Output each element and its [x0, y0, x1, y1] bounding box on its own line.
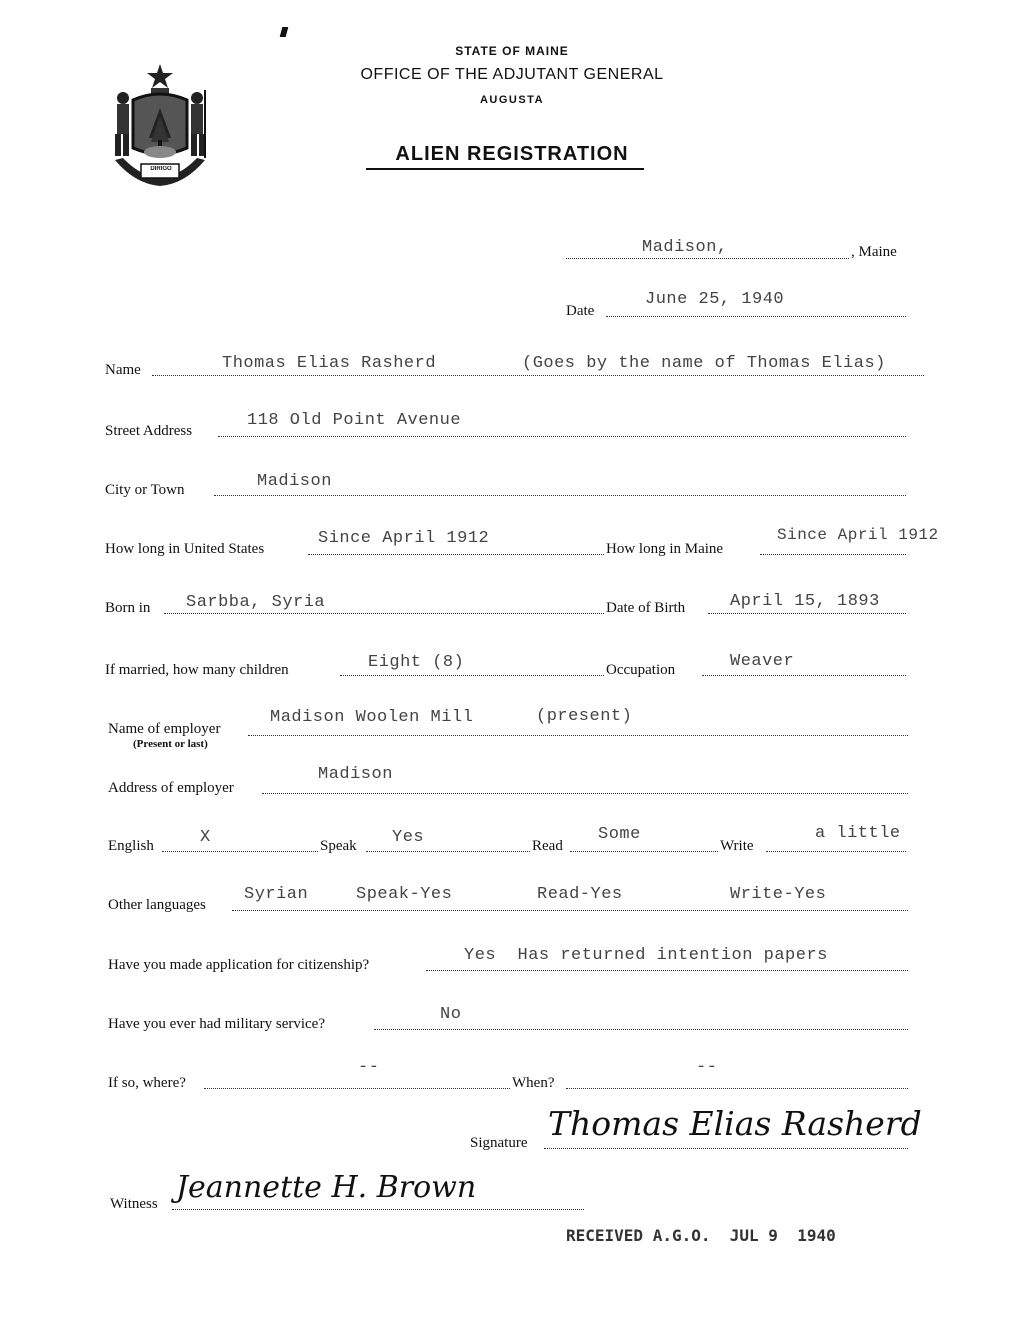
occupation-value: Weaver [730, 652, 795, 671]
street-value: 118 Old Point Avenue [247, 411, 462, 430]
seal-banner-text: DIRIGO [150, 166, 172, 172]
name-note: (Goes by the name of Thomas Elias) [522, 354, 886, 373]
english-line [162, 851, 318, 852]
location-value: Madison, [642, 238, 728, 257]
children-value: Eight (8) [368, 653, 465, 672]
city-value: Madison [257, 472, 332, 491]
when-line [566, 1088, 908, 1089]
children-label: If married, how many children [105, 662, 289, 678]
born-in-label: Born in [105, 600, 151, 616]
english-value: X [200, 828, 211, 847]
signature-line [544, 1148, 908, 1149]
how-long-us-label: How long in United States [105, 541, 265, 557]
name-label: Name [105, 362, 141, 378]
form-title: ALIEN REGISTRATION [395, 143, 629, 165]
where-value: -- [358, 1058, 380, 1077]
employer-sublabel: (Present or last) [133, 738, 208, 750]
other-languages-label: Other languages [108, 897, 206, 913]
read-value: Some [598, 825, 641, 844]
title-underline [366, 168, 644, 170]
citizenship-value: Yes Has returned intention papers [464, 946, 828, 965]
read-label: Read [532, 838, 563, 854]
speak-value: Yes [392, 828, 425, 847]
location-suffix: , Maine [851, 244, 897, 260]
how-long-us-value: Since April 1912 [318, 529, 490, 548]
how-long-maine-value: Since April 1912 [777, 526, 939, 544]
write-line [766, 851, 906, 852]
name-value: Thomas Elias Rasherd [222, 354, 437, 373]
speak-line [366, 851, 530, 852]
when-label: When? [512, 1075, 555, 1091]
corner-mark [280, 27, 289, 37]
employer-value: Madison Woolen Mill [270, 708, 474, 727]
received-stamp: RECEIVED A.G.O. JUL 9 1940 [566, 1226, 836, 1245]
military-label: Have you ever had military service? [108, 1016, 325, 1032]
how-long-maine-line [760, 554, 906, 555]
other-language-name: Syrian [244, 885, 309, 904]
witness-signature: Jeannette H. Brown [176, 1170, 477, 1205]
where-line [204, 1088, 510, 1089]
employer-line [248, 735, 908, 736]
date-line [606, 316, 906, 317]
dob-label: Date of Birth [606, 600, 686, 616]
where-label: If so, where? [108, 1075, 186, 1091]
other-languages-line [232, 910, 908, 911]
dob-line [708, 613, 906, 614]
read-line [570, 851, 718, 852]
dob-value: April 15, 1893 [730, 592, 880, 611]
other-language-read: Read-Yes [537, 885, 623, 904]
employer-address-label: Address of employer [108, 780, 234, 796]
other-language-speak: Speak-Yes [356, 885, 453, 904]
english-label: English [108, 838, 154, 854]
header-city: AUGUSTA [479, 94, 545, 106]
occupation-label: Occupation [606, 662, 676, 678]
write-label: Write [720, 838, 754, 854]
name-line [152, 375, 924, 376]
date-value: June 25, 1940 [645, 290, 785, 309]
street-line [218, 436, 906, 437]
when-value: -- [696, 1058, 718, 1077]
how-long-us-line [308, 554, 604, 555]
employer-note: (present) [536, 707, 633, 726]
military-value: No [440, 1005, 462, 1024]
write-value: a little [815, 824, 901, 843]
employer-address-line [262, 793, 908, 794]
location-line [566, 258, 849, 259]
signature-label: Signature [470, 1135, 528, 1151]
born-in-value: Sarbba, Syria [186, 593, 326, 612]
occupation-line [702, 675, 906, 676]
city-label: City or Town [105, 482, 185, 498]
header-state: STATE OF MAINE [455, 44, 569, 58]
children-line [340, 675, 604, 676]
speak-label: Speak [320, 838, 357, 854]
how-long-maine-label: How long in Maine [606, 541, 724, 557]
citizenship-label: Have you made application for citizenship? [108, 957, 370, 973]
city-line [214, 495, 906, 496]
date-label: Date [566, 303, 595, 319]
witness-line [172, 1209, 584, 1210]
born-in-line [164, 613, 604, 614]
citizenship-line [426, 970, 908, 971]
military-line [374, 1029, 908, 1030]
header-office: OFFICE OF THE ADJUTANT GENERAL [360, 66, 664, 83]
witness-label: Witness [110, 1196, 158, 1212]
other-language-write: Write-Yes [730, 885, 827, 904]
employer-address-value: Madison [318, 765, 393, 784]
street-label: Street Address [105, 423, 193, 439]
signature-value: Thomas Elias Rasherd [548, 1104, 922, 1143]
employer-label: Name of employer [108, 721, 221, 737]
